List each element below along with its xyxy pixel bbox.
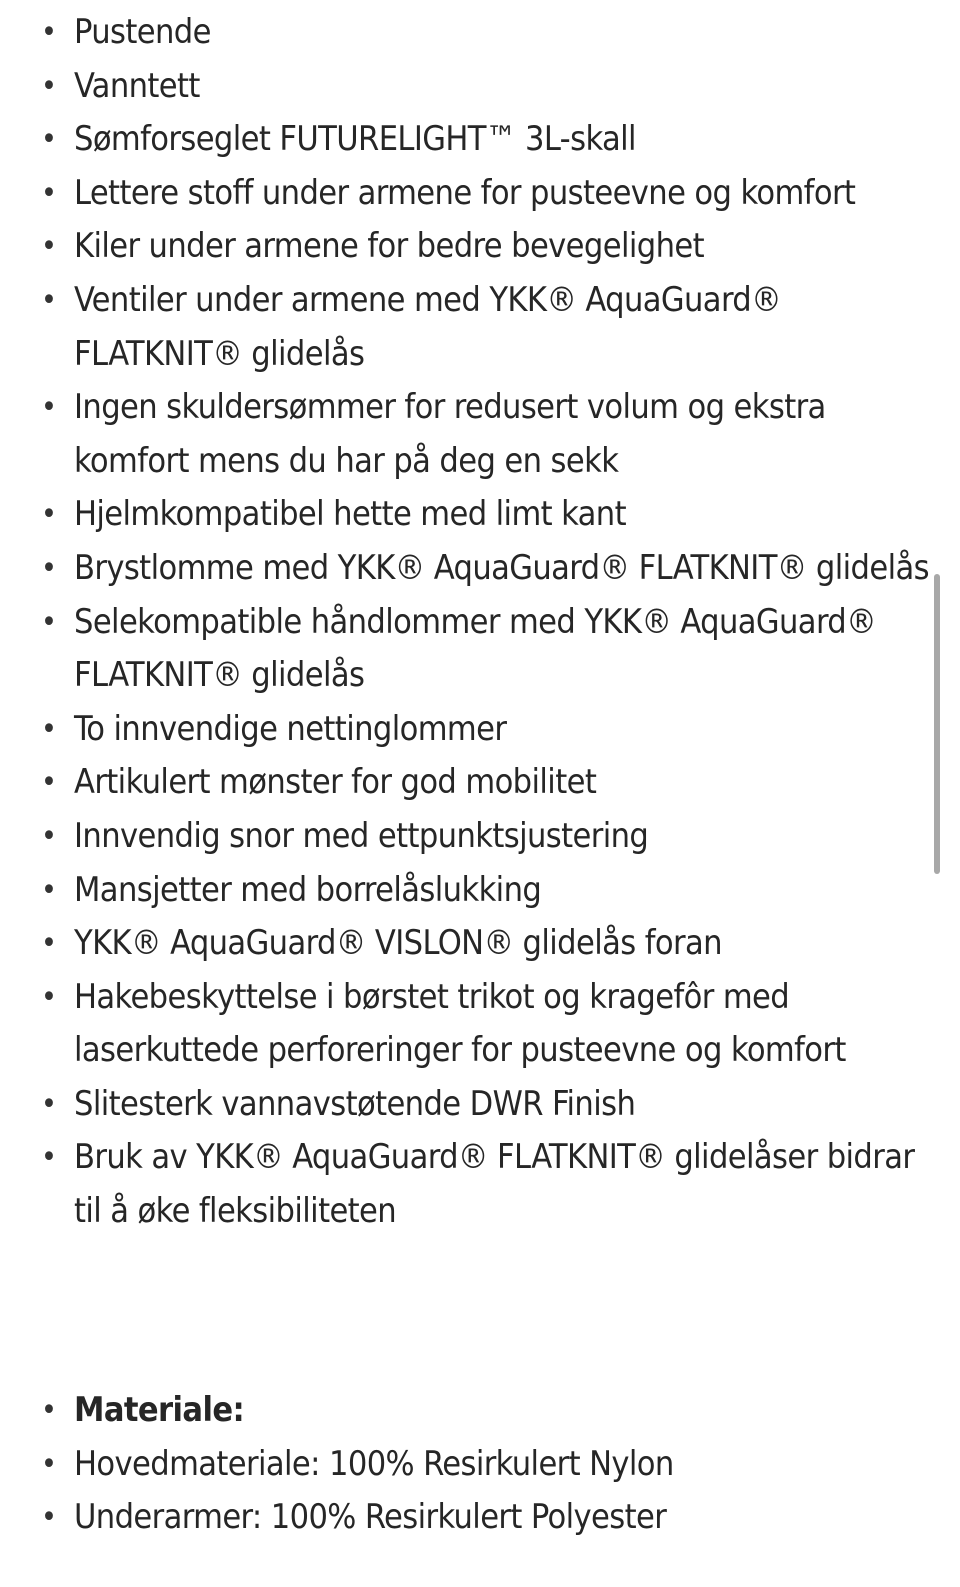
list-item (0, 1438, 940, 1492)
bullet-icon: • (41, 1086, 57, 1122)
bullet-icon: • (41, 818, 57, 854)
feature-text: Slitesterk vannavstøtende DWR Finish (74, 1083, 636, 1124)
list-item (0, 756, 940, 810)
list-item (0, 220, 940, 274)
list-item (0, 864, 940, 918)
list-item (0, 1078, 940, 1132)
materials-heading-text: Materiale: (74, 1390, 245, 1430)
feature-text: Kiler under armene for bedre bevegelighet (74, 226, 704, 267)
feature-text: Pustende (74, 12, 211, 52)
bullet-icon: • (41, 15, 57, 50)
materials-list (0, 1384, 940, 1545)
material-text: Hovedmateriale: 100% Resirkulert Nylon (74, 1443, 674, 1484)
features-list (0, 6, 940, 1239)
bullet-icon: • (41, 175, 57, 211)
feature-text: Vanntett (74, 65, 200, 106)
bullet-icon: • (41, 1446, 57, 1482)
list-item (0, 1131, 940, 1238)
list-item (0, 1491, 940, 1545)
materials-heading (0, 1384, 940, 1438)
list-item (0, 810, 940, 864)
list-item (0, 381, 940, 488)
bullet-icon: • (41, 1500, 57, 1536)
feature-text: YKK® AquaGuard® VISLON® glidelås foran (74, 923, 722, 964)
feature-text: Artikulert mønster for god mobilitet (74, 762, 597, 803)
feature-text: Selekompatible håndlommer med YKK® AquaGuard® FLATKNIT® glidelås (74, 601, 877, 696)
list-item (0, 971, 940, 1078)
bullet-icon: • (41, 711, 57, 747)
bullet-icon: • (41, 926, 57, 962)
bullet-icon: • (41, 1140, 57, 1176)
bullet-icon: • (41, 550, 57, 586)
feature-text: Hakebeskyttelse i børstet trikot og kragefôr med laserkuttede perforeringer for pusteevne og komfort (74, 976, 846, 1071)
feature-text: Brystlomme med YKK® AquaGuard® FLATKNIT® glidelås (74, 547, 929, 588)
feature-text: To innvendige nettinglommer (74, 708, 507, 749)
bullet-icon: • (41, 872, 57, 908)
list-item (0, 596, 940, 703)
bullet-icon: • (41, 765, 57, 801)
list-item (0, 542, 940, 596)
bullet-icon: • (41, 229, 57, 265)
list-item (0, 917, 940, 971)
list-item (0, 60, 940, 114)
material-text: Underarmer: 100% Resirkulert Polyester (74, 1497, 667, 1538)
bullet-icon: • (41, 282, 57, 318)
bullet-icon: • (41, 1393, 57, 1428)
bullet-icon: • (41, 68, 57, 104)
scrollbar[interactable] (934, 574, 940, 874)
list-item (0, 167, 940, 221)
list-item (0, 488, 940, 542)
feature-text: Ingen skuldersømmer for redusert volum og ekstra komfort mens du har på deg en sekk (74, 387, 826, 481)
list-item (0, 703, 940, 757)
bullet-icon: • (41, 979, 57, 1015)
feature-text: Innvendig snor med ettpunktsjustering (74, 815, 649, 856)
list-item (0, 274, 940, 381)
bullet-icon: • (41, 390, 57, 426)
bullet-icon: • (41, 122, 57, 158)
feature-text: Mansjetter med borrelåslukking (74, 869, 542, 910)
feature-text: Bruk av YKK® AquaGuard® FLATKNIT® glidelåser bidrar til å øke fleksibiliteten (74, 1137, 915, 1232)
list-item (0, 6, 940, 60)
bullet-icon: • (41, 604, 57, 640)
feature-text: Ventiler under armene med YKK® AquaGuard® FLATKNIT® glidelås (74, 279, 782, 374)
feature-text: Hjelmkompatibel hette med limt kant (74, 494, 626, 535)
bullet-icon: • (41, 497, 57, 533)
feature-text: Sømforseglet FUTURELIGHT™ 3L-skall (74, 119, 636, 160)
feature-text: Lettere stoff under armene for pusteevne og komfort (74, 172, 856, 213)
list-item (0, 113, 940, 167)
